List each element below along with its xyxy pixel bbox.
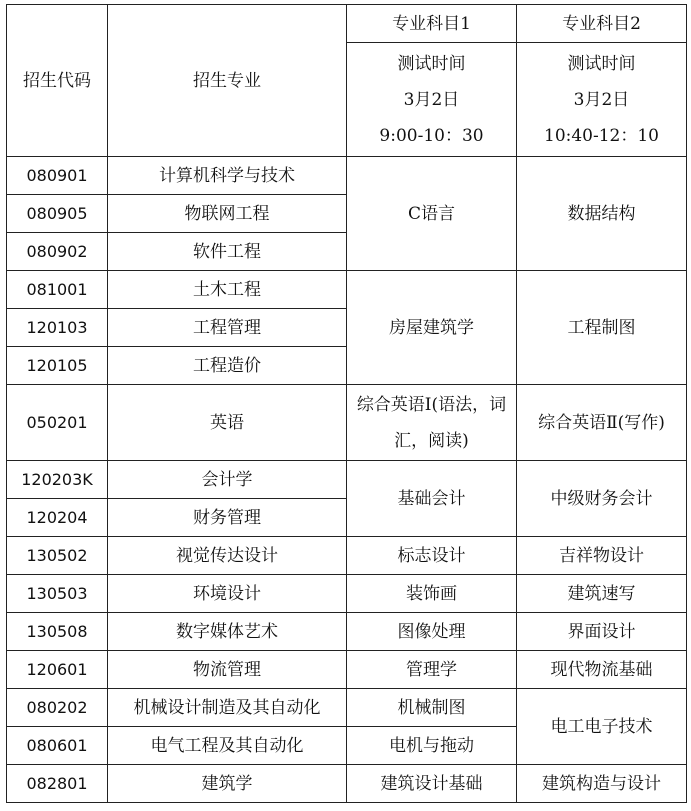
row-code: 080601 xyxy=(7,727,108,765)
row-code: 130508 xyxy=(7,613,108,651)
row-code: 130503 xyxy=(7,575,108,613)
row-major: 视觉传达设计 xyxy=(108,537,347,575)
table-row xyxy=(7,271,687,309)
row-subject2: 现代物流基础 xyxy=(517,651,687,689)
row-major: 英语 xyxy=(108,385,347,461)
row-subject1: C语言 xyxy=(347,157,517,271)
row-subject2: 界面设计 xyxy=(517,613,687,651)
row-subject1: 机械制图 xyxy=(347,689,517,727)
row-major: 电气工程及其自动化 xyxy=(108,727,347,765)
row-major: 物流管理 xyxy=(108,651,347,689)
row-code: 120105 xyxy=(7,347,108,385)
row-subject1: 标志设计 xyxy=(347,537,517,575)
row-code: 130502 xyxy=(7,537,108,575)
row-major: 土木工程 xyxy=(108,271,347,309)
row-subject1: 装饰画 xyxy=(347,575,517,613)
header-time2: 测试时间 3月2日 10:40-12：10 xyxy=(517,43,687,157)
row-code: 082801 xyxy=(7,765,108,803)
row-subject1: 基础会计 xyxy=(347,461,517,537)
row-subject1: 电机与拖动 xyxy=(347,727,517,765)
table-row xyxy=(7,461,687,499)
row-major: 软件工程 xyxy=(108,233,347,271)
table-row xyxy=(7,385,687,461)
row-code: 080202 xyxy=(7,689,108,727)
row-code: 081001 xyxy=(7,271,108,309)
row-subject2: 工程制图 xyxy=(517,271,687,385)
row-major: 工程造价 xyxy=(108,347,347,385)
row-subject2: 综合英语Ⅱ(写作) xyxy=(517,385,687,461)
row-major: 环境设计 xyxy=(108,575,347,613)
row-major: 财务管理 xyxy=(108,499,347,537)
row-subject2: 建筑速写 xyxy=(517,575,687,613)
header-subject2: 专业科目2 xyxy=(517,5,687,43)
table-row xyxy=(7,613,687,651)
row-major: 建筑学 xyxy=(108,765,347,803)
row-code: 120203K xyxy=(7,461,108,499)
row-code: 120103 xyxy=(7,309,108,347)
row-subject1: 房屋建筑学 xyxy=(347,271,517,385)
row-subject2: 建筑构造与设计 xyxy=(517,765,687,803)
table-row xyxy=(7,575,687,613)
row-code: 120204 xyxy=(7,499,108,537)
table-row xyxy=(7,689,687,727)
row-major: 计算机科学与技术 xyxy=(108,157,347,195)
table-row xyxy=(7,765,687,803)
row-subject2: 吉祥物设计 xyxy=(517,537,687,575)
row-subject2: 数据结构 xyxy=(517,157,687,271)
row-subject2: 中级财务会计 xyxy=(517,461,687,537)
exam-schedule-table xyxy=(6,4,687,803)
row-code: 080905 xyxy=(7,195,108,233)
row-code: 120601 xyxy=(7,651,108,689)
row-subject1: 建筑设计基础 xyxy=(347,765,517,803)
header-subject1: 专业科目1 xyxy=(347,5,517,43)
header-row xyxy=(7,5,687,43)
row-subject2: 电工电子技术 xyxy=(517,689,687,765)
row-code: 080901 xyxy=(7,157,108,195)
row-major: 数字媒体艺术 xyxy=(108,613,347,651)
header-code: 招生代码 xyxy=(7,5,108,157)
row-subject1: 综合英语Ⅰ(语法，词汇，阅读) xyxy=(347,385,517,461)
row-major: 会计学 xyxy=(108,461,347,499)
table-row xyxy=(7,537,687,575)
row-major: 工程管理 xyxy=(108,309,347,347)
row-major: 物联网工程 xyxy=(108,195,347,233)
row-code: 080902 xyxy=(7,233,108,271)
header-time1: 测试时间 3月2日 9:00-10：30 xyxy=(347,43,517,157)
row-code: 050201 xyxy=(7,385,108,461)
row-subject1: 管理学 xyxy=(347,651,517,689)
table-row xyxy=(7,157,687,195)
row-major: 机械设计制造及其自动化 xyxy=(108,689,347,727)
table-row xyxy=(7,651,687,689)
header-major: 招生专业 xyxy=(108,5,347,157)
row-subject1: 图像处理 xyxy=(347,613,517,651)
